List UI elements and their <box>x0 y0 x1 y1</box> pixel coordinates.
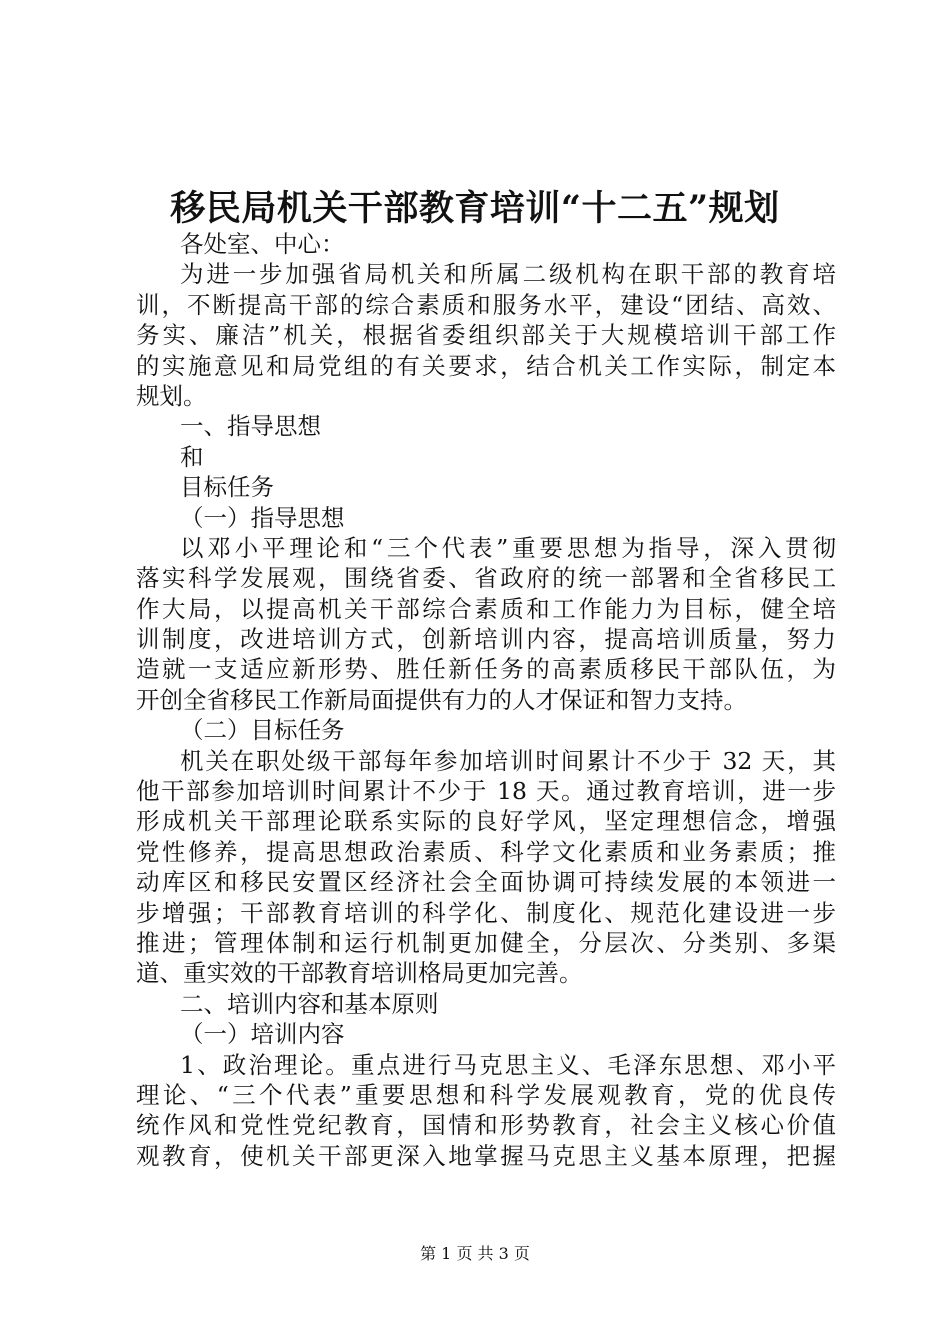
body-line: 推进；管理体制和运行机制更加健全，分层次、分类别、多渠 <box>136 928 836 957</box>
document-title: 移民局机关干部教育培训“十二五”规划 <box>170 188 780 229</box>
body-line: 1、政治理论。重点进行马克思主义、毛泽东思想、邓小平 <box>180 1050 836 1079</box>
body-line: 二、培训内容和基本原则 <box>180 989 439 1018</box>
body-line: （一）培训内容 <box>180 1020 345 1049</box>
body-line: 开创全省移民工作新局面提供有力的人才保证和智力支持。 <box>136 685 747 714</box>
body-line: 训，不断提高干部的综合素质和服务水平，建设“团结、高效、 <box>136 290 836 319</box>
body-line: 的实施意见和局党组的有关要求，结合机关工作实际，制定本 <box>136 351 836 380</box>
body-line: 道、重实效的干部教育培训格局更加完善。 <box>136 959 583 988</box>
body-line: 形成机关干部理论联系实际的良好学风，坚定理想信念，增强 <box>136 807 836 836</box>
body-line: 步增强；干部教育培训的科学化、制度化、规范化建设进一步 <box>136 898 836 927</box>
body-line: 落实科学发展观，围绕省委、省政府的统一部署和全省移民工 <box>136 564 836 593</box>
body-line: 理论、“三个代表”重要思想和科学发展观教育，党的优良传 <box>136 1080 836 1109</box>
body-line: 党性修养，提高思想政治素质、科学文化素质和业务素质；推 <box>136 837 836 866</box>
body-line: 作大局，以提高机关干部综合素质和工作能力为目标，健全培 <box>136 594 836 623</box>
document-body <box>136 229 836 1171</box>
page-footer: 第 1 页 共 3 页 <box>420 1244 530 1263</box>
body-line: 造就一支适应新形势、胜任新任务的高素质移民干部队伍，为 <box>136 655 836 684</box>
body-line: 为进一步加强省局机关和所属二级机构在职干部的教育培 <box>180 260 836 289</box>
body-line: 观教育，使机关干部更深入地掌握马克思主义基本原理，把握 <box>136 1141 836 1170</box>
body-line: 他干部参加培训时间累计不少于 18 天。通过教育培训，进一步 <box>136 777 836 806</box>
body-line: 各处室、中心： <box>180 230 345 258</box>
body-line: 务实、廉洁”机关，根据省委组织部关于大规模培训干部工作 <box>136 321 836 350</box>
body-line: 动库区和移民安置区经济社会全面协调可持续发展的本领进一 <box>136 868 836 897</box>
body-line: 以邓小平理论和“三个代表”重要思想为指导，深入贯彻 <box>180 533 836 562</box>
body-line: 训制度，改进培训方式，创新培训内容，提高培训质量，努力 <box>136 625 836 654</box>
body-line: （二）目标任务 <box>180 716 345 745</box>
body-line: 一、指导思想 <box>180 412 321 441</box>
body-line: 和 <box>180 442 204 471</box>
body-line: 机关在职处级干部每年参加培训时间累计不少于 32 天，其 <box>180 746 836 775</box>
body-line: 规划。 <box>136 381 207 410</box>
body-line: 统作风和党性党纪教育，国情和形势教育，社会主义核心价值 <box>136 1111 836 1140</box>
body-line: （一）指导思想 <box>180 503 345 532</box>
body-line: 目标任务 <box>180 473 274 502</box>
